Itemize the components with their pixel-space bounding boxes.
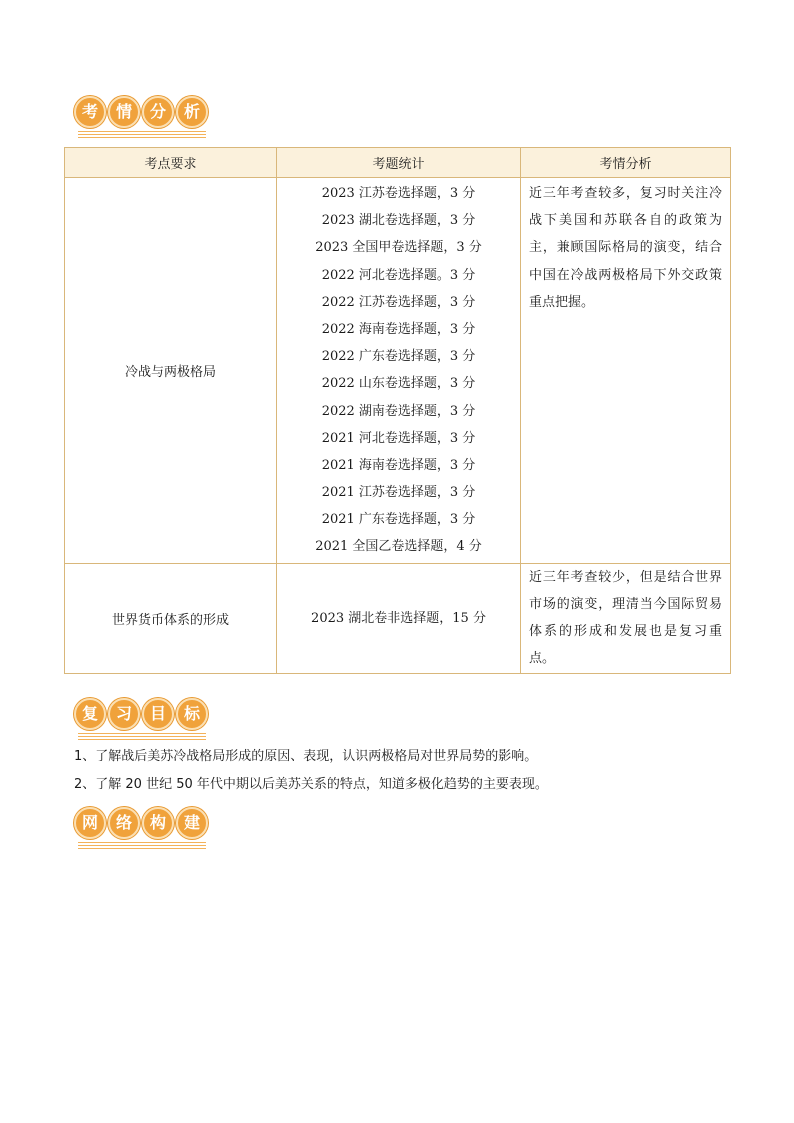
stats-line: 2022 河北卷选择题。3 分 — [321, 267, 476, 283]
stats-line: 2021 江苏卷选择题，3 分 — [321, 485, 476, 501]
exam-statistics-table — [64, 147, 731, 674]
table-row — [65, 178, 731, 564]
goal-item: 1、了解战后美苏冷战格局形成的原因、表现，认识两极格局对世界局势的影响。 — [74, 749, 538, 764]
stats-line: 2023 全国甲卷选择题，3 分 — [315, 240, 482, 256]
stats-cell — [277, 563, 521, 673]
badge-underline — [78, 131, 206, 140]
badge-char: 目 — [142, 698, 174, 730]
badge-underline — [78, 733, 206, 742]
topic-cell: 冷战与两极格局 — [65, 178, 277, 564]
table-row — [65, 563, 731, 673]
section-title-network-build — [74, 807, 208, 839]
badge-char: 网 — [74, 807, 106, 839]
badge-char: 构 — [142, 807, 174, 839]
section-title-exam-analysis — [74, 96, 208, 128]
analysis-cell: 近三年考查较少，但是结合世界市场的演变，理清当今国际贸易体系的形成和发展也是复习重点。 — [521, 563, 731, 673]
stats-line: 2021 全国乙卷选择题，4 分 — [315, 539, 482, 555]
badge-char: 络 — [108, 807, 140, 839]
stats-line: 2022 江苏卷选择题，3 分 — [321, 294, 476, 310]
stats-line: 2023 江苏卷选择题，3 分 — [321, 186, 476, 201]
stats-line: 2022 广东卷选择题，3 分 — [321, 349, 476, 365]
stats-line: 2021 广东卷选择题，3 分 — [321, 512, 476, 528]
stats-line: 2023 湖北卷选择题，3 分 — [321, 213, 476, 229]
badge-char: 建 — [176, 807, 208, 839]
badge-char: 分 — [142, 96, 174, 128]
badge-char: 考 — [74, 96, 106, 128]
stats-line: 2023 湖北卷非选择题，15 分 — [311, 610, 486, 626]
header-analysis: 考情分析 — [521, 148, 731, 178]
topic-cell: 世界货币体系的形成 — [65, 563, 277, 673]
stats-line: 2022 湖南卷选择题，3 分 — [321, 403, 476, 419]
badge-char: 析 — [176, 96, 208, 128]
analysis-cell: 近三年考查较多，复习时关注冷战下美国和苏联各自的政策为主，兼顾国际格局的演变，结合中国在冷战两极格局下外交政策重点把握。 — [521, 178, 731, 564]
goal-item: 2、了解 20 世纪 50 年代中期以后美苏关系的特点，知道多极化趋势的主要表现。 — [74, 777, 548, 792]
stats-line: 2021 海南卷选择题，3 分 — [321, 457, 476, 473]
table-header-row — [65, 148, 731, 178]
badge-char: 情 — [108, 96, 140, 128]
header-stats: 考题统计 — [277, 148, 521, 178]
review-goals-list — [74, 743, 734, 799]
section-title-review-goals — [74, 698, 208, 730]
badge-char: 标 — [176, 698, 208, 730]
header-topic: 考点要求 — [65, 148, 277, 178]
stats-line: 2021 河北卷选择题，3 分 — [321, 430, 476, 446]
badge-underline — [78, 842, 206, 851]
stats-line: 2022 山东卷选择题，3 分 — [321, 376, 476, 392]
stats-line: 2022 海南卷选择题，3 分 — [321, 321, 476, 337]
badge-char: 复 — [74, 698, 106, 730]
badge-char: 习 — [108, 698, 140, 730]
stats-cell — [277, 178, 521, 564]
